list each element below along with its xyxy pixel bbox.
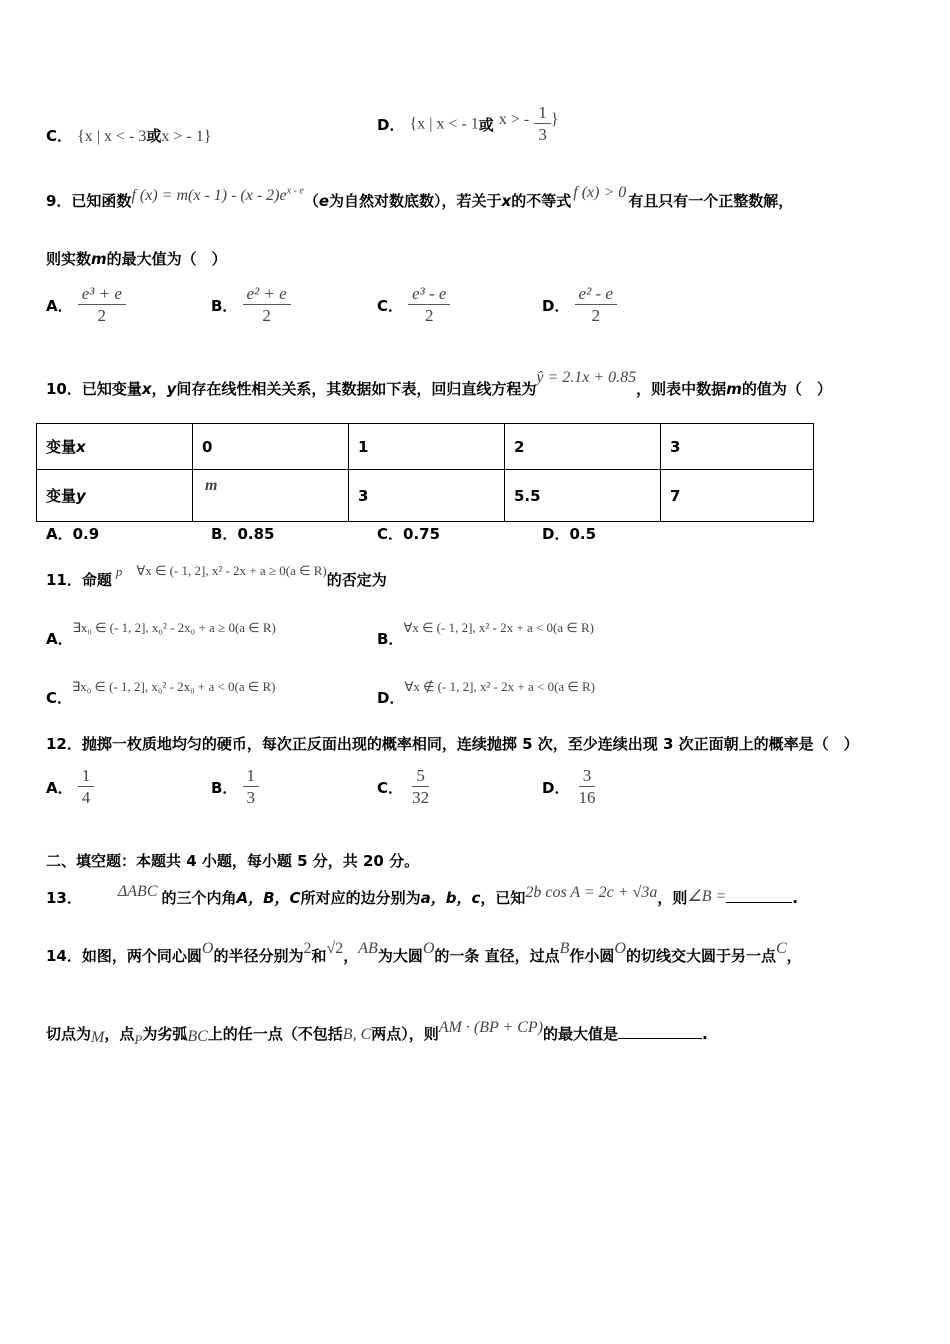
- option-label: B．: [377, 630, 404, 648]
- q9-option-b[interactable]: [211, 284, 291, 327]
- text: ，点: [104, 1025, 135, 1043]
- table-cell: 变量x: [37, 424, 193, 470]
- text: 作小圆: [569, 947, 615, 965]
- text: 的一条 直径，过点: [434, 947, 560, 965]
- table-cell: 3: [661, 424, 814, 470]
- option-label: A．: [46, 779, 73, 797]
- text: .: [702, 1025, 708, 1043]
- fraction: $\frac{1}{3}$: [243, 766, 260, 809]
- fraction: $\frac{1}{4}$: [78, 766, 95, 809]
- table-row: [37, 424, 814, 470]
- math-expr: AM · (BP + CP): [438, 1019, 544, 1036]
- text: 则实数: [46, 250, 92, 268]
- math-expr: x > - 1}: [161, 128, 212, 145]
- table-cell: 5.5: [505, 470, 661, 522]
- text: ，已知: [480, 889, 526, 907]
- q8-option-d[interactable]: [377, 103, 559, 146]
- math-expr: ∃x₀ ∈ (- 1, 2], x₀² - 2x₀ + a < 0(a ∈ R): [72, 679, 276, 694]
- option-label: D．: [542, 779, 570, 797]
- text: ，: [343, 947, 359, 965]
- text: 的三个内角: [161, 889, 237, 907]
- data-table: [36, 423, 814, 522]
- math-expr: ΔABC: [117, 883, 158, 900]
- q9-option-a[interactable]: [46, 284, 126, 327]
- text: m: [91, 250, 107, 268]
- text: 和: [311, 947, 327, 965]
- fraction: $\frac{\text{e² + e}}{2}$: [243, 284, 291, 327]
- q11-option-c[interactable]: [46, 675, 276, 707]
- option-label: B．: [211, 297, 238, 315]
- math-expr: ŷ = 2.1x + 0.85: [536, 369, 637, 386]
- math-expr: P: [134, 1032, 143, 1047]
- q9-stem-line2: [46, 248, 227, 269]
- text: 的切线交大圆于另一点: [625, 947, 776, 965]
- table-cell: 1: [349, 424, 505, 470]
- table-cell: 0: [193, 424, 349, 470]
- text: 切点为: [46, 1025, 92, 1043]
- q8-option-c[interactable]: [46, 125, 211, 146]
- math-expr: f (x) > 0: [573, 184, 627, 201]
- text: 14．如图，两个同心圆: [46, 947, 202, 965]
- option-label: D．: [377, 689, 405, 707]
- q14-stem-line2: [46, 1019, 708, 1047]
- math-expr: O: [422, 940, 435, 957]
- text: 为大圆: [377, 947, 423, 965]
- math-expr: ∀x ∈ (- 1, 2], x² - 2x + a < 0(a ∈ R): [403, 620, 594, 635]
- q11-option-d[interactable]: [377, 675, 595, 707]
- table-cell: m: [193, 470, 349, 522]
- table-cell: 2: [505, 424, 661, 470]
- q9-option-c[interactable]: [377, 284, 450, 327]
- text: 9．已知函数: [46, 192, 132, 210]
- math-expr: B, C: [342, 1026, 372, 1043]
- fraction: $\frac{1}{3}$: [534, 103, 551, 146]
- math-expr: B: [559, 940, 570, 957]
- fraction: $\frac{\text{e² - e}}{2}$: [575, 284, 617, 327]
- text: x: [501, 192, 512, 210]
- math-expr: p: [115, 564, 123, 579]
- q12-option-d[interactable]: [542, 766, 600, 809]
- q10-stem: [46, 369, 832, 399]
- q10-option-c[interactable]: C．0.75: [377, 525, 441, 543]
- text: 的最大值是: [543, 1025, 619, 1043]
- math-expr: AB: [358, 940, 378, 957]
- text: A，B，C: [236, 889, 301, 907]
- math-expr: O: [201, 940, 214, 957]
- q10-option-b[interactable]: B．0.85: [211, 525, 275, 543]
- option-label: B．: [211, 779, 238, 797]
- q11-option-b[interactable]: [377, 616, 594, 648]
- text: m: [726, 380, 742, 398]
- text: ，则表中数据: [636, 380, 727, 398]
- q12-option-a[interactable]: [46, 766, 94, 809]
- math-expr: O: [614, 940, 626, 957]
- text: ，则: [657, 889, 688, 907]
- text: 有且只有一个正整数解，: [628, 192, 794, 210]
- option-label: C．: [377, 779, 404, 797]
- text: 为劣弧: [142, 1025, 188, 1043]
- q11-option-a[interactable]: [46, 616, 276, 648]
- text: 或: [146, 127, 162, 145]
- text: 上的任一点（不包括: [207, 1025, 343, 1043]
- math-expr: √2: [326, 940, 344, 957]
- math-expr: ∃x₀ ∈ (- 1, 2], x₀² - 2x₀ + a ≥ 0(a ∈ R): [72, 620, 276, 635]
- fraction: $\frac{\text{e³ + e}}{2}$: [78, 284, 126, 327]
- text: 10．已知变量: [46, 380, 142, 398]
- text: .: [792, 889, 798, 907]
- text: ，: [151, 380, 167, 398]
- q12-option-b[interactable]: [211, 766, 259, 809]
- table-cell: 变量y: [37, 470, 193, 522]
- text: 为自然对数底数），若关于: [329, 192, 502, 210]
- table-row: [37, 470, 814, 522]
- option-label: D．: [377, 116, 405, 134]
- text: x: [141, 380, 152, 398]
- math-expr: {x | x < - 1: [409, 115, 479, 133]
- text: 两点），则: [371, 1025, 439, 1043]
- section-heading: 二、填空题：本题共 4 小题，每小题 5 分，共 20 分。: [46, 852, 420, 870]
- math-expr: ∀x ∈ (- 1, 2], x² - 2x + a ≥ 0(a ∈ R): [136, 563, 327, 578]
- fraction: $\frac{5}{32}$: [412, 766, 430, 807]
- q14-stem-line1: [46, 940, 802, 966]
- text: 的否定为: [326, 571, 387, 589]
- text: a，b，c: [420, 889, 481, 907]
- text: 所对应的边分别为: [300, 889, 421, 907]
- option-label: C．: [46, 689, 73, 707]
- math-expr: M: [91, 1029, 105, 1046]
- option-label: A．: [46, 297, 73, 315]
- math-expr: 2: [303, 940, 312, 957]
- math-expr: f $(x) = m(x - 1) - (x - 2)e^{x - e}$: [131, 185, 304, 204]
- text: 11．命题: [46, 571, 112, 589]
- q9-stem-line1: [46, 184, 794, 211]
- q9-option-d[interactable]: [542, 284, 617, 327]
- q10-option-d[interactable]: D．0.5: [542, 525, 597, 543]
- text: 的值为（ ）: [741, 380, 832, 398]
- math-expr: }: [550, 111, 559, 128]
- math-expr: x > -: [498, 111, 530, 128]
- q10-option-a[interactable]: A．0.9: [46, 525, 100, 543]
- math-expr: BC: [187, 1028, 208, 1045]
- q11-stem: [46, 563, 387, 590]
- text: y: [166, 380, 177, 398]
- option-label: C．: [46, 127, 73, 145]
- fraction: $\frac{3}{16}$: [578, 766, 596, 807]
- answer-blank[interactable]: [726, 888, 792, 903]
- text: 的不等式: [511, 192, 572, 210]
- option-label: D．: [542, 297, 570, 315]
- fraction: $\frac{\text{e³ - e}}{2}$: [408, 284, 450, 327]
- answer-blank[interactable]: [618, 1024, 702, 1039]
- option-label: A．: [46, 630, 73, 648]
- math-expr: ∠B =: [687, 888, 727, 905]
- q13-stem: [46, 883, 798, 908]
- text: 间存在线性相关关系，其数据如下表，回归直线方程为: [176, 380, 537, 398]
- text: 或: [478, 116, 494, 134]
- text: 的最大值为（ ）: [106, 250, 227, 268]
- math-expr: ∀x ∉ (- 1, 2], x² - 2x + a < 0(a ∈ R): [404, 679, 595, 694]
- text: 的半径分别为: [213, 947, 304, 965]
- q12-stem: 12．抛掷一枚质地均匀的硬币，每次正反面出现的概率相同，连续抛掷 5 次，至少连续出现 3 次正面朝上的概率是（ ）: [46, 735, 859, 753]
- math-expr: {x | x < - 3: [77, 128, 147, 145]
- table-cell: 7: [661, 470, 814, 522]
- q12-option-c[interactable]: [377, 766, 433, 809]
- table-cell: 3: [349, 470, 505, 522]
- text: e: [318, 192, 330, 210]
- math-expr: C: [776, 940, 787, 957]
- text: ，: [786, 947, 802, 965]
- text: 13．: [46, 889, 82, 907]
- text: （: [303, 192, 319, 210]
- math-expr: 2b cos A = 2c + √3a: [525, 884, 658, 901]
- option-label: C．: [377, 297, 404, 315]
